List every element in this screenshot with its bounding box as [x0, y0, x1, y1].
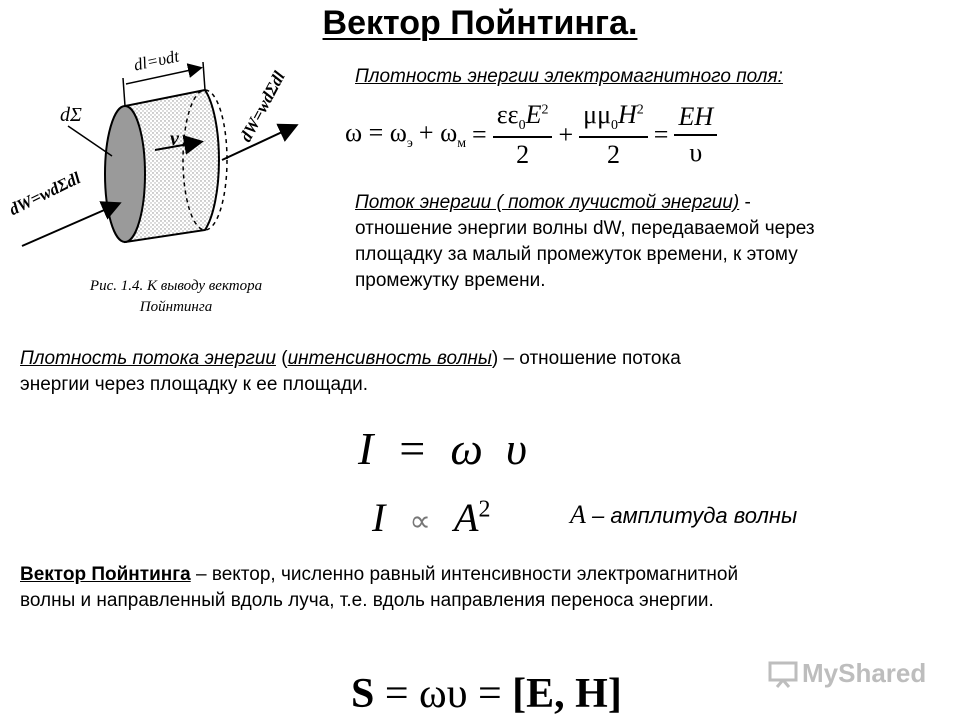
cylinder-figure	[0, 48, 340, 268]
figure-label-dw-right: dW=wdΣdl	[236, 68, 289, 145]
energy-flux-block: Поток энергии ( поток лучистой энергии) - отношение энергии волны dW, передаваемой через площадку за малый промежуток времени, к этому промежутку времени.	[355, 192, 815, 291]
flux-density-block: Плотность потока энергии (интенсивность волны) – отношение потока энергии через площадку к ее площади.	[20, 348, 681, 395]
page-title: Вектор Пойнтинга.	[322, 4, 638, 42]
figure-label-v: v	[170, 128, 179, 150]
fraction-magnetic: $\frac{\mu\mu_0H^2}{2}$	[579, 100, 648, 170]
intensity-formula: I = ω υ	[358, 423, 527, 474]
energy-density-heading: Плотность энергии электромагнитного поля:	[355, 66, 783, 87]
intensity-proportionality: $I \propto A^2$	[372, 495, 491, 540]
poynting-definition: Вектор Пойнтинга – вектор, численно равный интенсивности электромагнитной волны и направленный вдоль луча, т.е. вдоль направления переноса энергии.	[20, 564, 739, 611]
watermark-logo: MyShared	[768, 658, 926, 689]
figure-label-dsigma: dΣ	[60, 104, 82, 126]
presentation-icon	[768, 660, 798, 688]
poynting-formula: S = ωυ = [E, H]	[351, 671, 622, 717]
energy-density-formula: $\omega = \omega_э$ + $\omega_м$ = $\frac{\varepsilon\varepsilon_0E^2}{2}$ + $\frac{\mu\mu_0H^2}{2}$ = $\frac{EH}{\upsilon}$	[345, 100, 717, 170]
fraction-eh: $\frac{EH}{\upsilon}$	[674, 102, 717, 168]
figure-label-dw-left: dW=wdΣdl	[6, 168, 84, 220]
figure-caption: Рис. 1.4. К выводу вектора Пойнтинга	[89, 278, 263, 315]
fraction-electric: $\frac{\varepsilon\varepsilon_0E^2}{2}$	[493, 100, 553, 170]
amplitude-note: A – амплитуда волны	[570, 500, 798, 529]
figure-label-dl: dl=υdt	[132, 46, 181, 75]
